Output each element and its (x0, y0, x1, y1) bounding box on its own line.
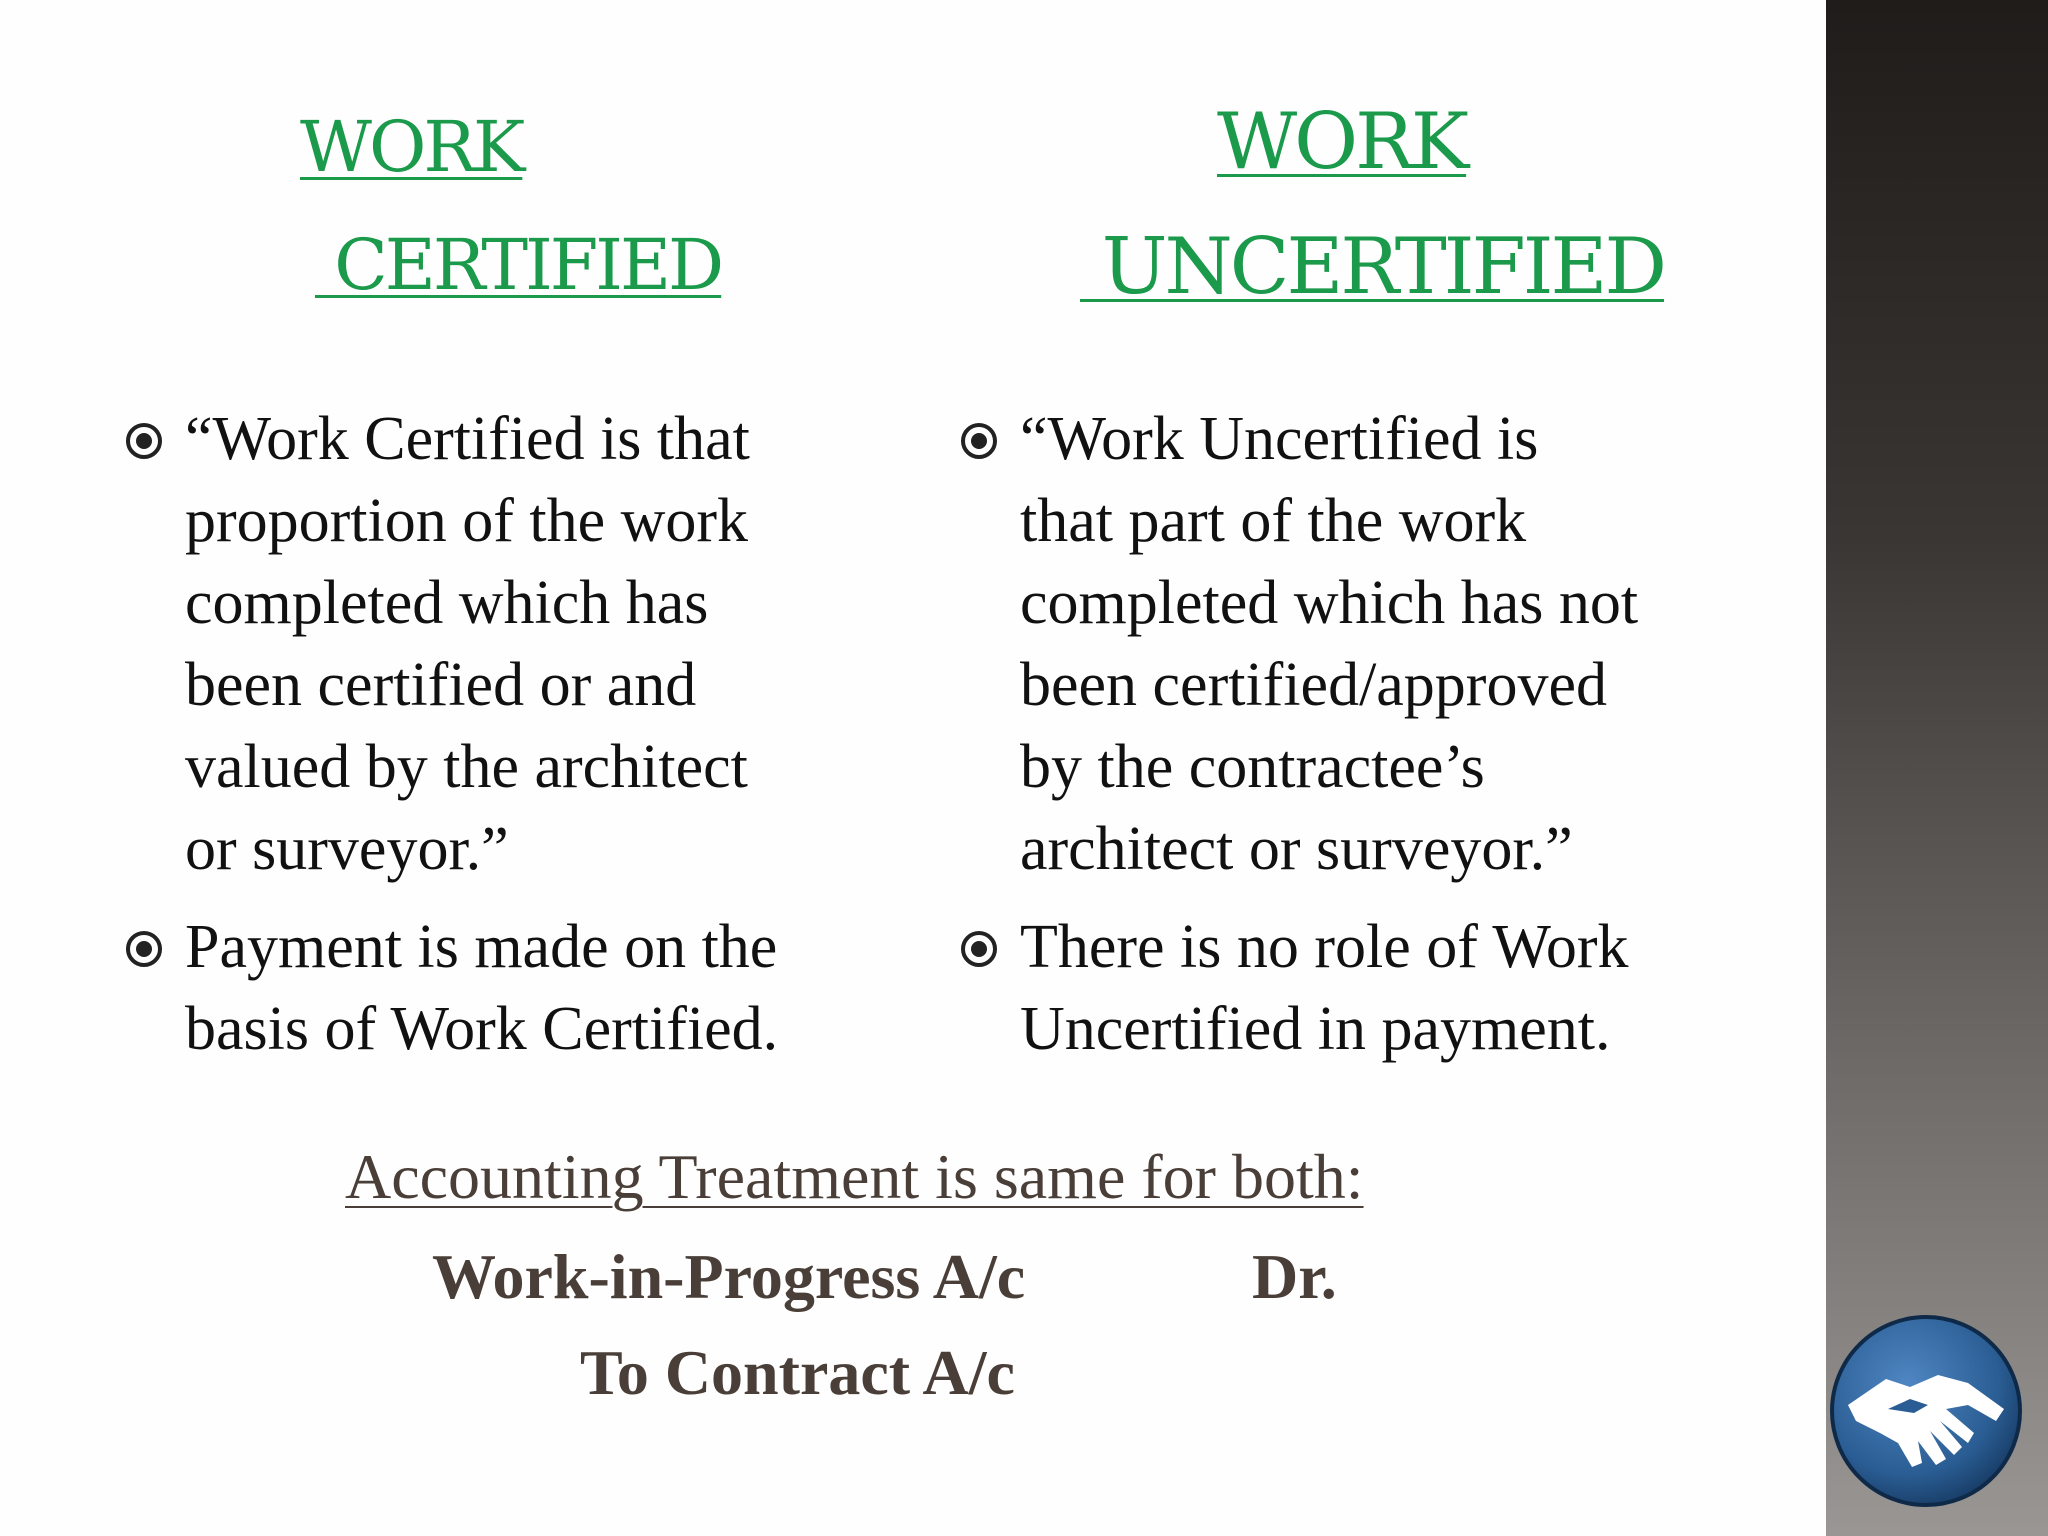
circled-dot-bullet-icon (960, 906, 1020, 988)
bullet-text: “Work Uncertified is that part of the work completed which has not been certified/approved by the contractee’s architect or surveyor.” (1020, 405, 1639, 883)
right-heading-line1: WORK (1217, 97, 1467, 187)
left-heading-line1: WORK (300, 106, 523, 188)
circled-dot-bullet-icon (960, 398, 1020, 480)
left-heading-line2: CERTIFIED (315, 224, 722, 306)
left-bullet-payment (125, 906, 845, 1076)
debit-marker: Dr. (1252, 1241, 1337, 1312)
right-bullet-definition (960, 398, 1740, 898)
bullet-text: “Work Certified is that proportion of the work completed which has been certified or and valued by the architect or surveyor.” (185, 405, 750, 883)
circled-dot-bullet-icon (125, 906, 185, 988)
handshake-icon (1828, 1313, 2024, 1509)
left-bullet-definition (125, 398, 845, 898)
decorative-side-band (1826, 0, 2048, 1536)
circled-dot-bullet-icon (125, 398, 185, 480)
right-heading-line2: UNCERTIFIED (1080, 222, 1665, 312)
credit-account: To Contract A/c (580, 1337, 1015, 1408)
right-bullet-payment (960, 906, 1740, 1076)
bullet-text: Payment is made on the basis of Work Certified. (185, 913, 779, 1063)
bullet-text: There is no role of Work Uncertified in payment. (1020, 913, 1629, 1063)
debit-account: Work-in-Progress A/c (432, 1241, 1026, 1312)
accounting-title: Accounting Treatment is same for both: (345, 1141, 1364, 1212)
